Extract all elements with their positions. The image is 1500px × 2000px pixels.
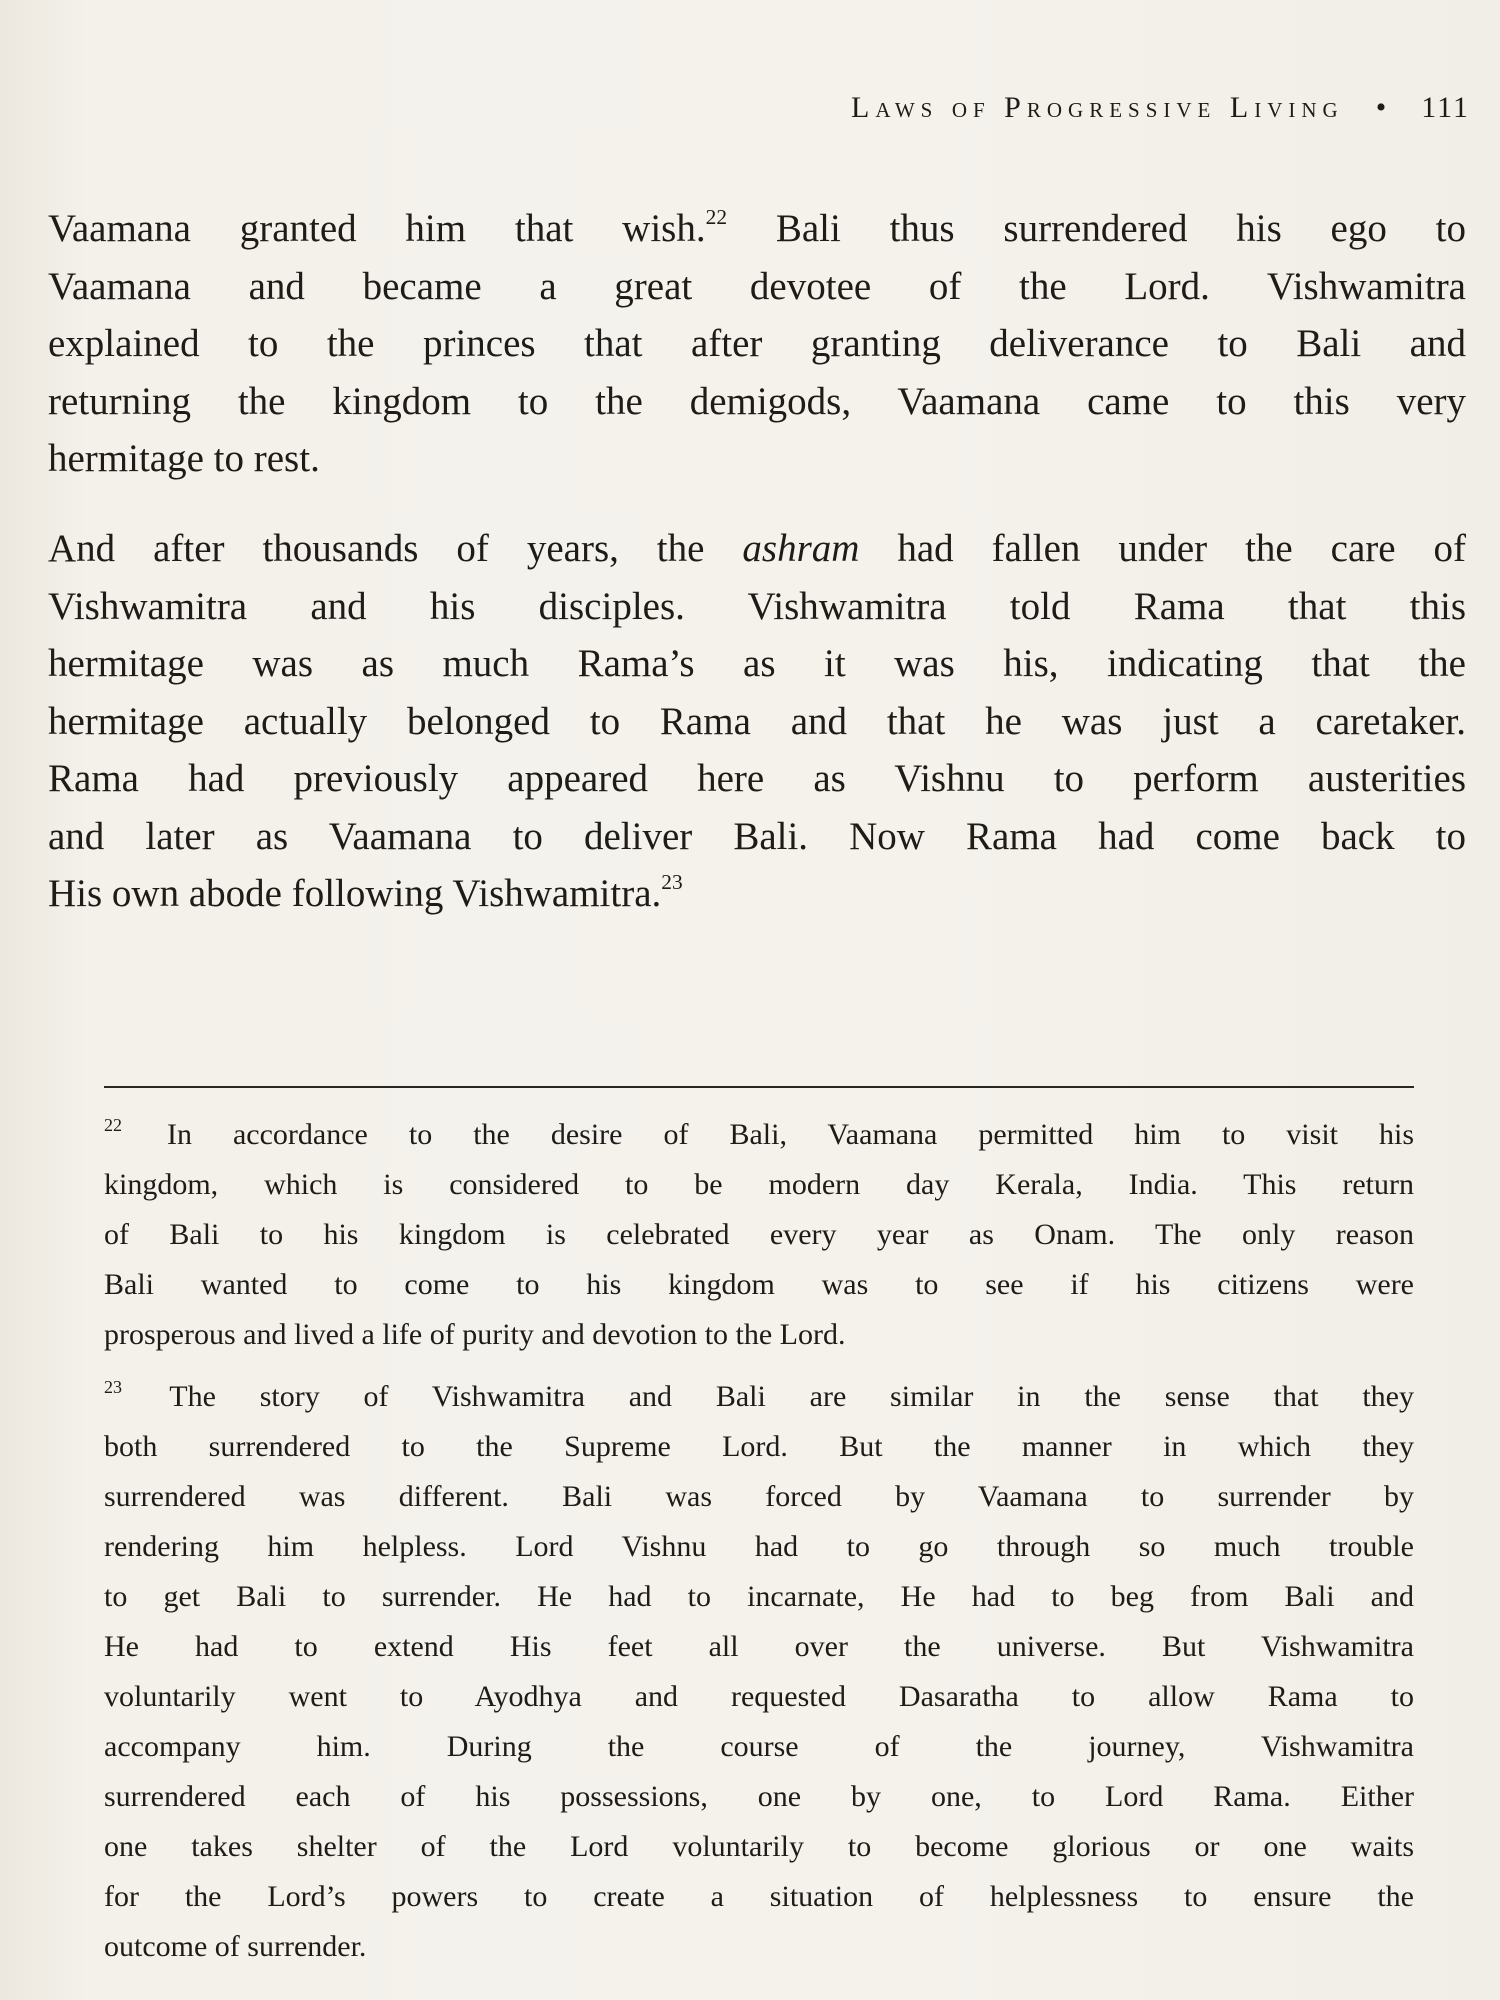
text-line: hermitage actually belonged to Rama and that he was just a caretaker. [48,699,1466,743]
text-line [104,1372,1414,1422]
text-line: Bali wanted to come to his kingdom was to see if his citizens were [104,1268,1414,1301]
footnote-22 [104,1110,1414,1360]
text-line: of Bali to his kingdom is celebrated every year as Onam. The only reason [104,1218,1414,1251]
text-line: to get Bali to surrender. He had to incarnate, He had to beg from Bali and [104,1580,1414,1613]
text-line: rendering him helpless. Lord Vishnu had to go through so much trouble [104,1530,1414,1563]
text-line [48,520,1466,578]
text-line: hermitage was as much Rama’s as it was his, indicating that the [48,642,1466,685]
text-run: In accordance to the desire of Bali, Vaamana permitted him to visit his [167,1118,1414,1151]
text-line: both surrendered to the Supreme Lord. But the manner in which they [104,1430,1414,1463]
footnote-ref-22: 22 [705,204,728,229]
italic-term: ashram [742,527,860,570]
text-line: for the Lord’s powers to create a situation of helplessness to ensure the [104,1880,1414,1913]
page-number: 111 [1421,91,1470,124]
header-separator: • [1375,91,1392,124]
body-paragraph-2 [48,520,1466,923]
text-line: prosperous and lived a life of purity and devotion to the Lord. [104,1318,846,1351]
text-line: one takes shelter of the Lord voluntarily to become glorious or one waits [104,1830,1414,1863]
footnote-ref-23: 23 [661,869,683,894]
text-line: kingdom, which is considered to be modern day Kerala, India. This return [104,1168,1414,1201]
text-run: Bali thus surrendered his ego to [727,207,1466,250]
text-run: And after thousands of years, the [48,527,743,570]
text-run: The story of Vishwamitra and Bali are similar in the sense that they [169,1380,1414,1413]
text-line: Vishwamitra and his disciples. Vishwamitra told Rama that this [48,584,1466,628]
footnote-number: 23 [104,1377,122,1398]
text-run: Vaamana granted him that wish. [48,207,706,250]
text-line: surrendered was different. Bali was forced by Vaamana to surrender by [104,1480,1414,1513]
text-line: and later as Vaamana to deliver Bali. Now Rama had come back to [48,814,1466,858]
footnote-23 [104,1372,1414,1972]
running-header [640,88,1470,128]
text-line: voluntarily went to Ayodhya and requested Dasaratha to allow Rama to [104,1680,1414,1713]
text-line: returning the kingdom to the demigods, Vaamana came to this very [48,379,1466,423]
footnote-divider [104,1086,1414,1088]
text-line: Rama had previously appeared here as Vishnu to perform austerities [48,757,1466,800]
text-line: hermitage to rest. [48,437,320,480]
text-run: His own abode following Vishwamitra. [48,872,662,915]
text-line: surrendered each of his possessions, one by one, to Lord Rama. Either [104,1780,1414,1813]
body-paragraph-1 [48,200,1466,488]
text-run: had fallen under the care of [859,527,1467,570]
text-line: accompany him. During the course of the journey, Vishwamitra [104,1730,1414,1763]
text-line [48,865,1466,923]
text-line: explained to the princes that after granting deliverance to Bali and [48,322,1466,365]
running-title: Laws of Progressive Living [851,91,1344,124]
text-line: outcome of surrender. [104,1930,367,1963]
text-line [104,1110,1414,1160]
text-line: Vaamana and became a great devotee of the Lord. Vishwamitra [48,264,1466,308]
text-line: He had to extend His feet all over the universe. But Vishwamitra [104,1630,1414,1663]
text-line [48,200,1466,258]
footnote-number: 22 [104,1115,122,1136]
